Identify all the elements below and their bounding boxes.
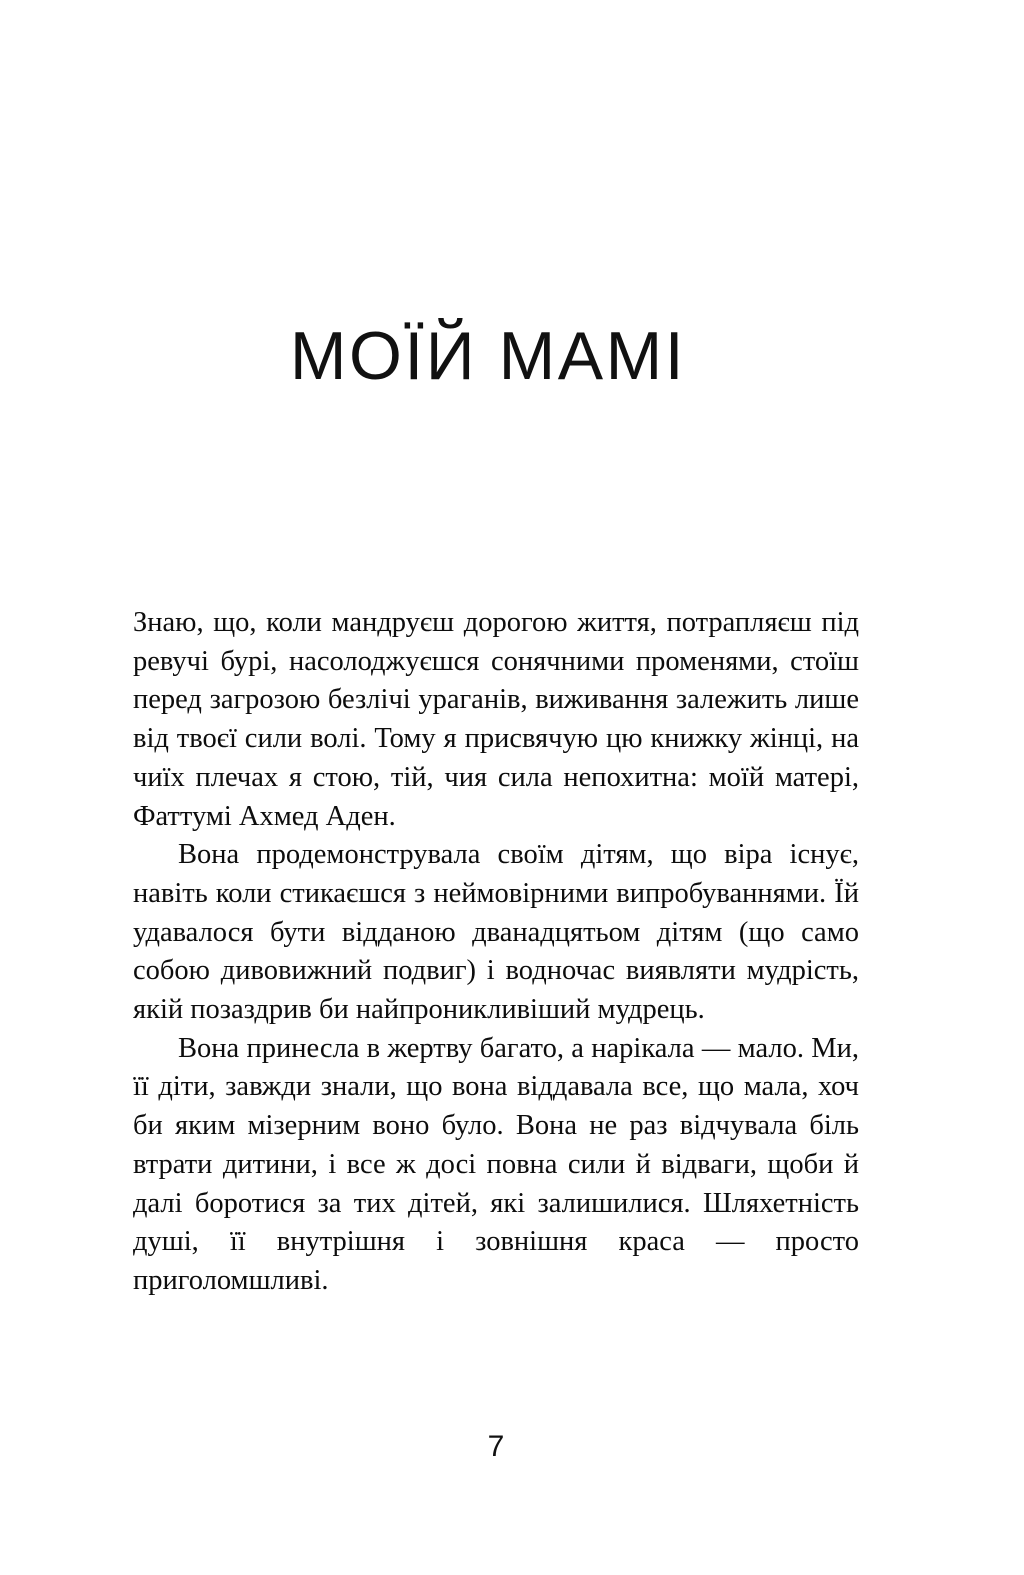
page-number: 7 [487, 1430, 505, 1463]
body-paragraph: Знаю, що, коли мандруєш дорогою життя, потрапляєш під ревучі бурі, насолоджуєшся сонячними променями, стоїш перед загрозою безлічі ураганів, виживання залежить лише від твоєї сили волі. Тому я присвячую цю книжку жінці, на чиїх плечах я стою, тій, чия сила непохитна: моїй матері, Фаттумі Ахмед Аден. [133, 607, 859, 832]
page-title: МОЇЙ МАМІ [289, 317, 687, 394]
body-paragraph: Вона продемонструвала своїм дітям, що віра існує, навіть коли стикаєшся з неймовірними випробуваннями. Їй удавалося бути відданою дванадцятьом дітям (що само собою дивовижний подвиг) і водночас виявляти мудрість, якій позаздрив би найпроникливіший мудрець. [133, 839, 859, 1026]
dedication-body [133, 604, 859, 1301]
body-paragraph: Вона принесла в жертву багато, а нарікала — мало. Ми, її діти, завжди знали, що вона віддавала все, що мала, хоч би яким мізерним воно було. Вона не раз відчувала біль втрати дитини, і все ж досі повна сили й відваги, щоби й далі боротися за тих дітей, які залишилися. Шляхетність душі, її внутрішня і зовнішня краса — просто приголомшливі. [133, 1032, 859, 1296]
